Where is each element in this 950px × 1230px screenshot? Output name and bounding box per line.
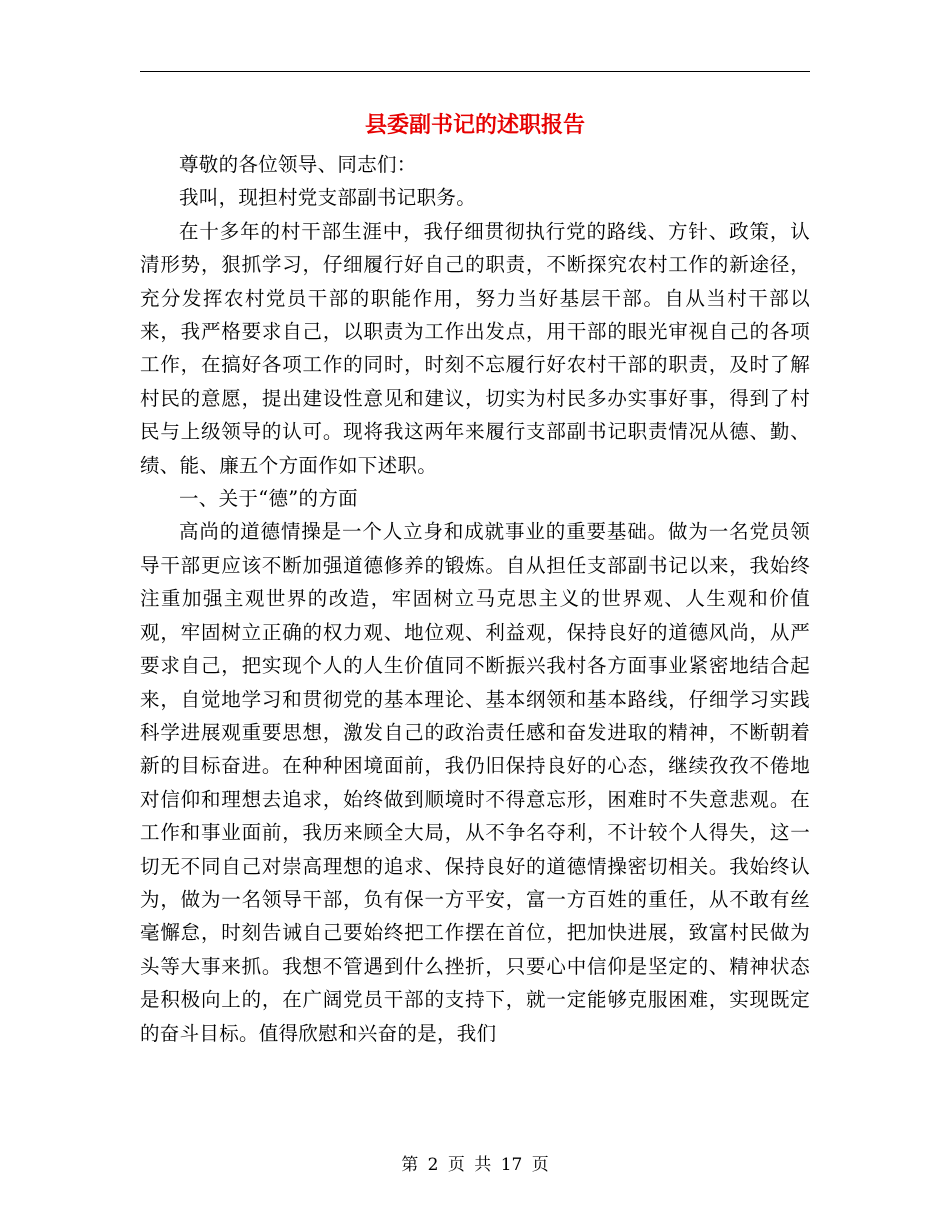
section-heading: 一、关于“德”的方面 xyxy=(179,487,358,511)
morality-paragraph: 高尚的道德情操是一个人立身和成就事业的重要基础。做为一名党员领导干部更应该不断加强道德修养的锻炼。自从担任支部副书记以来，我始终注重加强主观世界的改造，牢固树立马克思主义的世界观、人生观和价值观，牢固树立正确的权力观、地位观、利益观，保持良好的道德风尚，从严要求自己，把实现个人的人生价值同不断振兴我村各方面事业紧密地结合起来，自觉地学习和贯彻党的基本理论、基本纲领和基本路线，仔细学习实践科学进展观重要思想，激发自己的政治责任感和奋发进取的精神，不断朝着新的目标奋进。在种种困境面前，我仍旧保持良好的心态，继续孜孜不倦地对信仰和理想去追求，始终做到顺境时不得意忘形，困难时不失意悲观。在工作和事业面前，我历来顾全大局，从不争名夺利，不计较个人得失，这一切无不同自己对崇高理想的追求、保持良好的道德情操密切相关。我始终认为，做为一名领导干部，负有保一方平安，富一方百姓的重任，从不敢有丝毫懈怠，时刻告诫自己要始终把工作摆在首位，把加快进展，致富村民做为头等大事来抓。我想不管遇到什么挫折，只要心中信仰是坚定的、精神状态是积极向上的，在广阔党员干部的支持下，就一定能够克服困难，实现既定的奋斗目标。值得欣慰和兴奋的是，我们 xyxy=(140,520,810,1045)
document-body xyxy=(140,148,810,1050)
header-rule xyxy=(140,71,810,72)
overview-paragraph: 在十多年的村干部生涯中，我仔细贯彻执行党的路线、方针、政策，认清形势，狠抓学习，仔细履行好自己的职责，不断探究农村工作的新途径，充分发挥农村党员干部的职能作用，努力当好基层干部。自从当村干部以来，我严格要求自己，以职责为工作出发点，用干部的眼光审视自己的各项工作，在搞好各项工作的同时，时刻不忘履行好农村干部的职责，及时了解村民的意愿，提出建设性意见和建议，切实为村民多办实事好事，得到了村民与上级领导的认可。现将我这两年来履行支部副书记职责情况从德、勤、绩、能、廉五个方面作如下述职。 xyxy=(140,219,810,477)
document-title: 县委副书记的述职报告 xyxy=(364,112,585,138)
salutation-paragraph: 尊敬的各位领导、同志们： xyxy=(179,153,417,176)
intro-paragraph: 我叫，现担村党支部副书记职务。 xyxy=(179,186,477,210)
page-footer: 第 2 页 共 17 页 xyxy=(401,1155,549,1175)
